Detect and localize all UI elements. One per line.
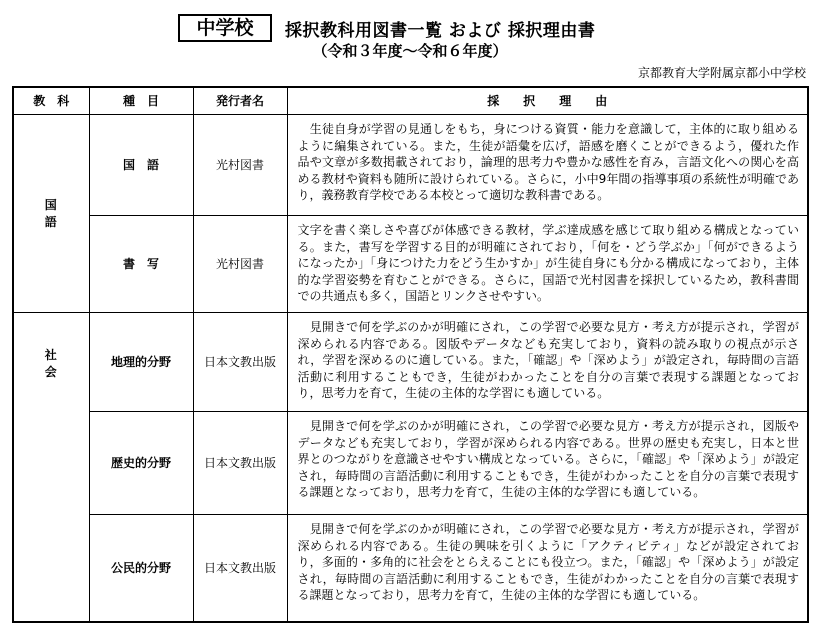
field-cell: 国 語 bbox=[89, 115, 193, 216]
reason-cell: 見開きで何を学ぶのかが明確にされ，この学習で必要な見方・考え方が提示され，図版やデータなども充実しており，学習が深められる内容である。世界の歴史も充実し，日本と世界とのつながりを意識させやすい構成となっている。さらに，「確認」や「深めよう」が設定され，毎時間の言語活動に利用することもでき，生徒がわかったことを自分の言葉で表現する課題となっており，思考力を育て，生徒の主体的な学習にも適している。 bbox=[287, 412, 808, 515]
field-cell: 公民的分野 bbox=[89, 515, 193, 623]
reason-cell: 文字を書く楽しさや喜びが体感できる教材，学ぶ達成感を感じて取り組める構成となっている。また，書写を学習する目的が明確にされており，「何を・どう学ぶか」「何ができるようになったか」「身につけた力をどう生かすか」が生徒自身にも分かる構成になっており，主体的な学習姿勢を育むことができる。さらに，国語で光村図書を採択しているため，教科書間での共通点も多く，国語とリンクさせやすい。 bbox=[287, 216, 808, 313]
column-header-subject: 教 科 bbox=[13, 87, 89, 115]
textbook-table bbox=[12, 86, 809, 623]
subject-cell-shakai: 社 会 bbox=[13, 313, 89, 623]
table-row bbox=[13, 313, 808, 412]
field-cell: 歴史的分野 bbox=[89, 412, 193, 515]
document-header bbox=[0, 0, 820, 88]
table-row bbox=[13, 115, 808, 216]
publisher-cell: 日本文教出版 bbox=[193, 515, 287, 623]
subject-cell-kokugo: 国 語 bbox=[13, 115, 89, 313]
publisher-cell: 光村図書 bbox=[193, 216, 287, 313]
field-cell: 地理的分野 bbox=[89, 313, 193, 412]
table-row bbox=[13, 216, 808, 313]
reason-cell: 生徒自身が学習の見通しをもち，身につける資質・能力を意識して，主体的に取り組めるように編集されている。また，生徒が語彙を広げ，語感を磨くことができるよう，優れた作品や文章が多数掲載されており，論理的思考力や豊かな感性を育み，言語文化への関心を高める教材や資料も随所に設けられている。さらに，小中9年間の指導事項の系統性が明確であり，義務教育学校である本校とって適切な教科書である。 bbox=[287, 115, 808, 216]
reason-cell: 見開きで何を学ぶのかが明確にされ，この学習で必要な見方・考え方が提示され，学習が深められる内容である。図版やデータなども充実しており，資料の読み取りの視点が示され，学習を深めるのに適している。また，「確認」や「深めよう」が設定され，毎時間の言語活動に利用することもでき，生徒がわかったことを自分の言葉で表現する課題となっており，思考力を育て，生徒の主体的な学習にも適している。 bbox=[287, 313, 808, 412]
publisher-cell: 日本文教出版 bbox=[193, 412, 287, 515]
table-row bbox=[13, 515, 808, 623]
column-header-publisher: 発行者名 bbox=[193, 87, 287, 115]
column-header-reason: 採 択 理 由 bbox=[287, 87, 808, 115]
table-row bbox=[13, 412, 808, 515]
reason-cell: 見開きで何を学ぶのかが明確にされ，この学習で必要な見方・考え方が提示され，学習が深められる内容である。生徒の興味を引くように「アクティビティ」などが設定されており，多面的・多角的に社会をとらえることにも役立つ。また，「確認」や「深めよう」が設定され，毎時間の言語活動に利用することもでき，生徒がわかったことを自分の言葉で表現する課題となっており，思考力を育て，生徒の主体的な学習にも適している。 bbox=[287, 515, 808, 623]
period-subtitle: （令和３年度～令和６年度） bbox=[312, 42, 508, 60]
field-cell: 書 写 bbox=[89, 216, 193, 313]
publisher-cell: 日本文教出版 bbox=[193, 313, 287, 412]
column-header-field: 種 目 bbox=[89, 87, 193, 115]
table-header-row bbox=[13, 87, 808, 115]
publisher-cell: 光村図書 bbox=[193, 115, 287, 216]
document-title: 採択教科用図書一覧 および 採択理由書 bbox=[285, 21, 596, 41]
school-level-box: 中学校 bbox=[178, 14, 272, 42]
school-name: 京都教育大学附属京都小中学校 bbox=[637, 66, 806, 80]
